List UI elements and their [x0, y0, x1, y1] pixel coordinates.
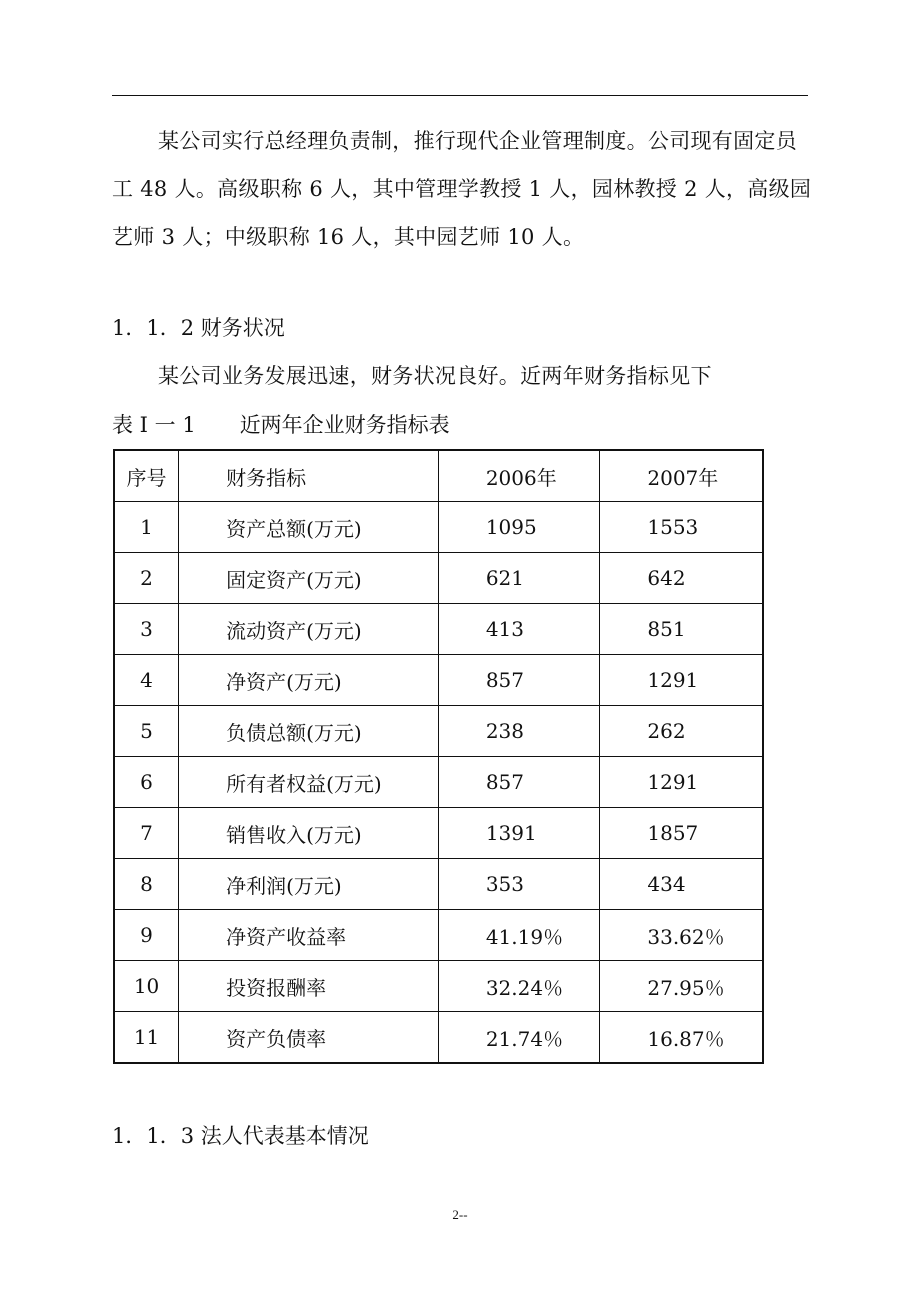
- cell-2007: 33.62％: [600, 910, 763, 961]
- table-row: [114, 553, 763, 604]
- table-caption-title: 近两年企业财务指标表: [239, 413, 450, 437]
- cell-2007: 27.95％: [600, 961, 763, 1012]
- cell-indicator: 资产总额(万元): [179, 502, 439, 553]
- table-row: [114, 859, 763, 910]
- cell-2007: 434: [600, 859, 763, 910]
- cell-indicator: 净资产收益率: [179, 910, 439, 961]
- cell-2006: 857: [438, 757, 600, 808]
- table-row: [114, 1012, 763, 1064]
- cell-seq: 2: [114, 553, 179, 604]
- header-2006: 2006年: [438, 450, 600, 502]
- table-row: [114, 910, 763, 961]
- page-number: 2--: [452, 1207, 468, 1222]
- cell-seq: 3: [114, 604, 179, 655]
- table-row: [114, 757, 763, 808]
- cell-2007: 1857: [600, 808, 763, 859]
- cell-indicator: 资产负债率: [179, 1012, 439, 1064]
- table-row: [114, 961, 763, 1012]
- finance-paragraph: 某公司业务发展迅速，财务状况良好。近两年财务指标见下: [158, 364, 712, 388]
- cell-indicator: 流动资产(万元): [179, 604, 439, 655]
- cell-2006: 41.19％: [438, 910, 600, 961]
- cell-indicator: 投资报酬率: [179, 961, 439, 1012]
- table-row: [114, 604, 763, 655]
- table-header-row: [114, 450, 763, 502]
- cell-2007: 16.87％: [600, 1012, 763, 1064]
- header-indicator: 财务指标: [179, 450, 439, 502]
- cell-indicator: 所有者权益(万元): [179, 757, 439, 808]
- cell-2006: 238: [438, 706, 600, 757]
- table-row: [114, 706, 763, 757]
- cell-2006: 1095: [438, 502, 600, 553]
- cell-seq: 9: [114, 910, 179, 961]
- cell-seq: 7: [114, 808, 179, 859]
- cell-indicator: 固定资产(万元): [179, 553, 439, 604]
- financial-indicators-table: [113, 449, 764, 1064]
- header-2007: 2007年: [600, 450, 763, 502]
- section-heading-finance: 1．1．2 财务状况: [112, 316, 285, 340]
- header-rule: [112, 95, 808, 96]
- table-caption-label: 表 I 一 1: [112, 413, 196, 437]
- cell-2006: 1391: [438, 808, 600, 859]
- table-row: [114, 808, 763, 859]
- cell-2006: 621: [438, 553, 600, 604]
- table-row: [114, 655, 763, 706]
- cell-seq: 10: [114, 961, 179, 1012]
- cell-seq: 5: [114, 706, 179, 757]
- cell-seq: 11: [114, 1012, 179, 1064]
- cell-indicator: 净资产(万元): [179, 655, 439, 706]
- cell-2006: 857: [438, 655, 600, 706]
- cell-2006: 353: [438, 859, 600, 910]
- cell-seq: 1: [114, 502, 179, 553]
- cell-2006: 21.74％: [438, 1012, 600, 1064]
- table-row: [114, 502, 763, 553]
- cell-indicator: 销售收入(万元): [179, 808, 439, 859]
- cell-2007: 1291: [600, 655, 763, 706]
- cell-2007: 851: [600, 604, 763, 655]
- cell-seq: 4: [114, 655, 179, 706]
- cell-2007: 1553: [600, 502, 763, 553]
- cell-2007: 642: [600, 553, 763, 604]
- cell-indicator: 负债总额(万元): [179, 706, 439, 757]
- cell-indicator: 净利润(万元): [179, 859, 439, 910]
- cell-seq: 6: [114, 757, 179, 808]
- cell-2006: 32.24％: [438, 961, 600, 1012]
- cell-2007: 262: [600, 706, 763, 757]
- cell-2007: 1291: [600, 757, 763, 808]
- intro-paragraph: 某公司实行总经理负责制，推行现代企业管理制度。公司现有固定员工 48 人。高级职称 6 人，其中管理学教授 1 人，园林教授 2 人，高级园艺师 3 人；中级职称 16 人，其中园艺师 10 人。: [112, 129, 812, 249]
- cell-2006: 413: [438, 604, 600, 655]
- header-seq: 序号: [114, 450, 179, 502]
- cell-seq: 8: [114, 859, 179, 910]
- table-caption: [112, 410, 450, 440]
- section-heading-legal-rep: 1．1．3 法人代表基本情况: [112, 1124, 369, 1148]
